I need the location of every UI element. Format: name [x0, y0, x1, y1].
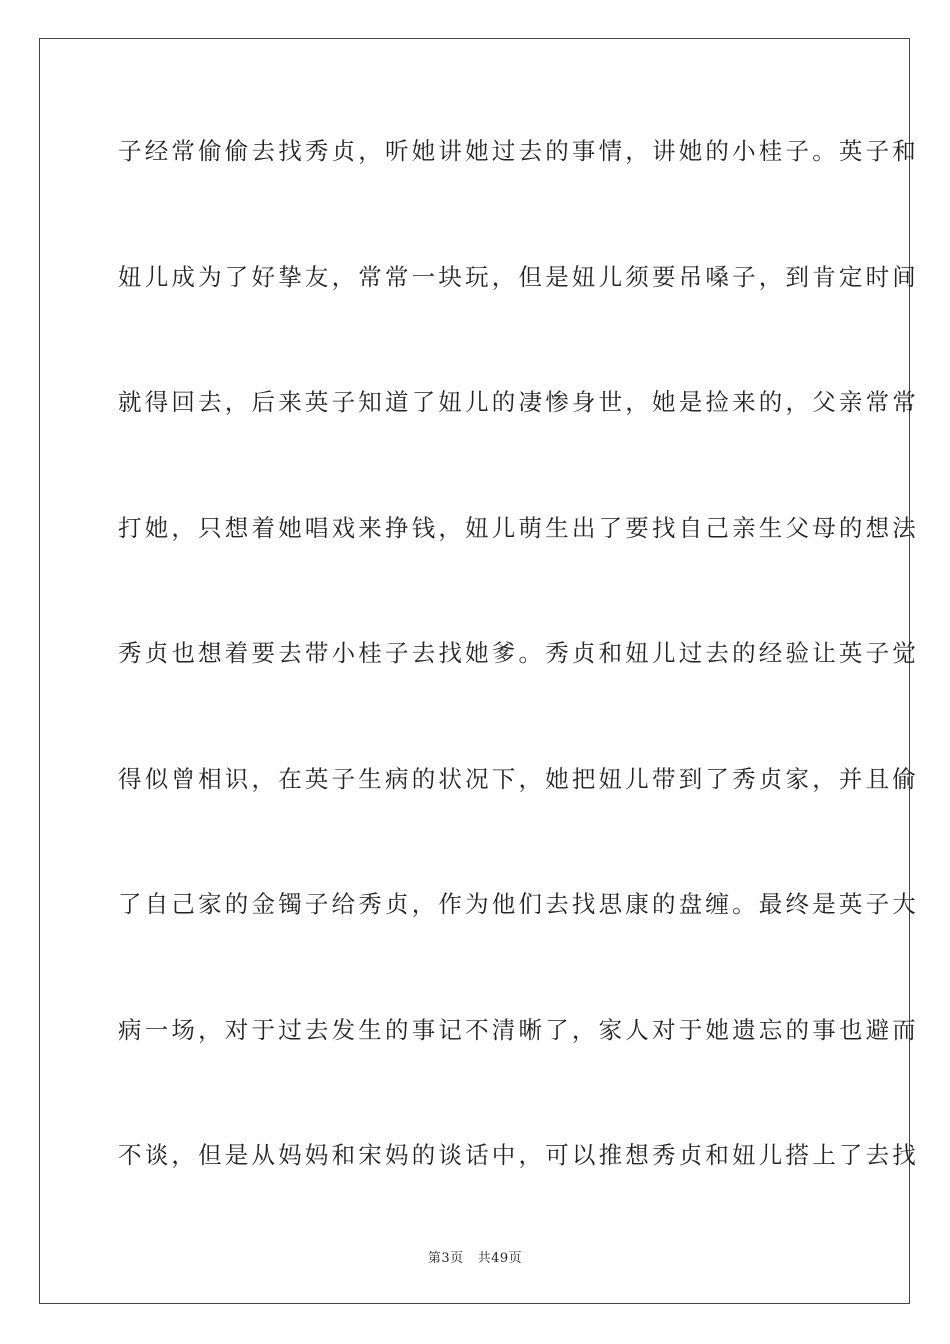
total-pages: 共49页: [477, 1251, 523, 1266]
text-line: 子经常偷偷去找秀贞，听她讲她过去的事情，讲她的小桂子。英子和: [118, 137, 919, 165]
page-footer: [0, 1247, 950, 1266]
text-line: 打她，只想着她唱戏来挣钱，妞儿萌生出了要找自己亲生父母的想法: [118, 513, 919, 542]
body-text: [118, 128, 919, 1258]
text-line: 不谈，但是从妈妈和宋妈的谈话中，可以推想秀贞和妞儿搭上了去找: [118, 1141, 919, 1169]
page-number: 第3页: [427, 1251, 464, 1266]
text-line: 病一场，对于过去发生的事记不清晰了，家人对于她遗忘的事也避而: [118, 1015, 919, 1044]
text-line: 了自己家的金镯子给秀贞，作为他们去找思康的盘缠。最终是英子大: [118, 890, 919, 918]
text-line: 得似曾相识，在英子生病的状况下，她把妞儿带到了秀贞家，并且偷: [118, 764, 919, 793]
text-line: 妞儿成为了好挚友，常常一块玩，但是妞儿须要吊嗓子，到肯定时间: [118, 262, 919, 291]
text-line: 秀贞也想着要去带小桂子去找她爹。秀贞和妞儿过去的经验让英子觉: [118, 639, 919, 667]
text-line: 就得回去，后来英子知道了妞儿的凄惨身世，她是捡来的，父亲常常: [118, 388, 919, 416]
